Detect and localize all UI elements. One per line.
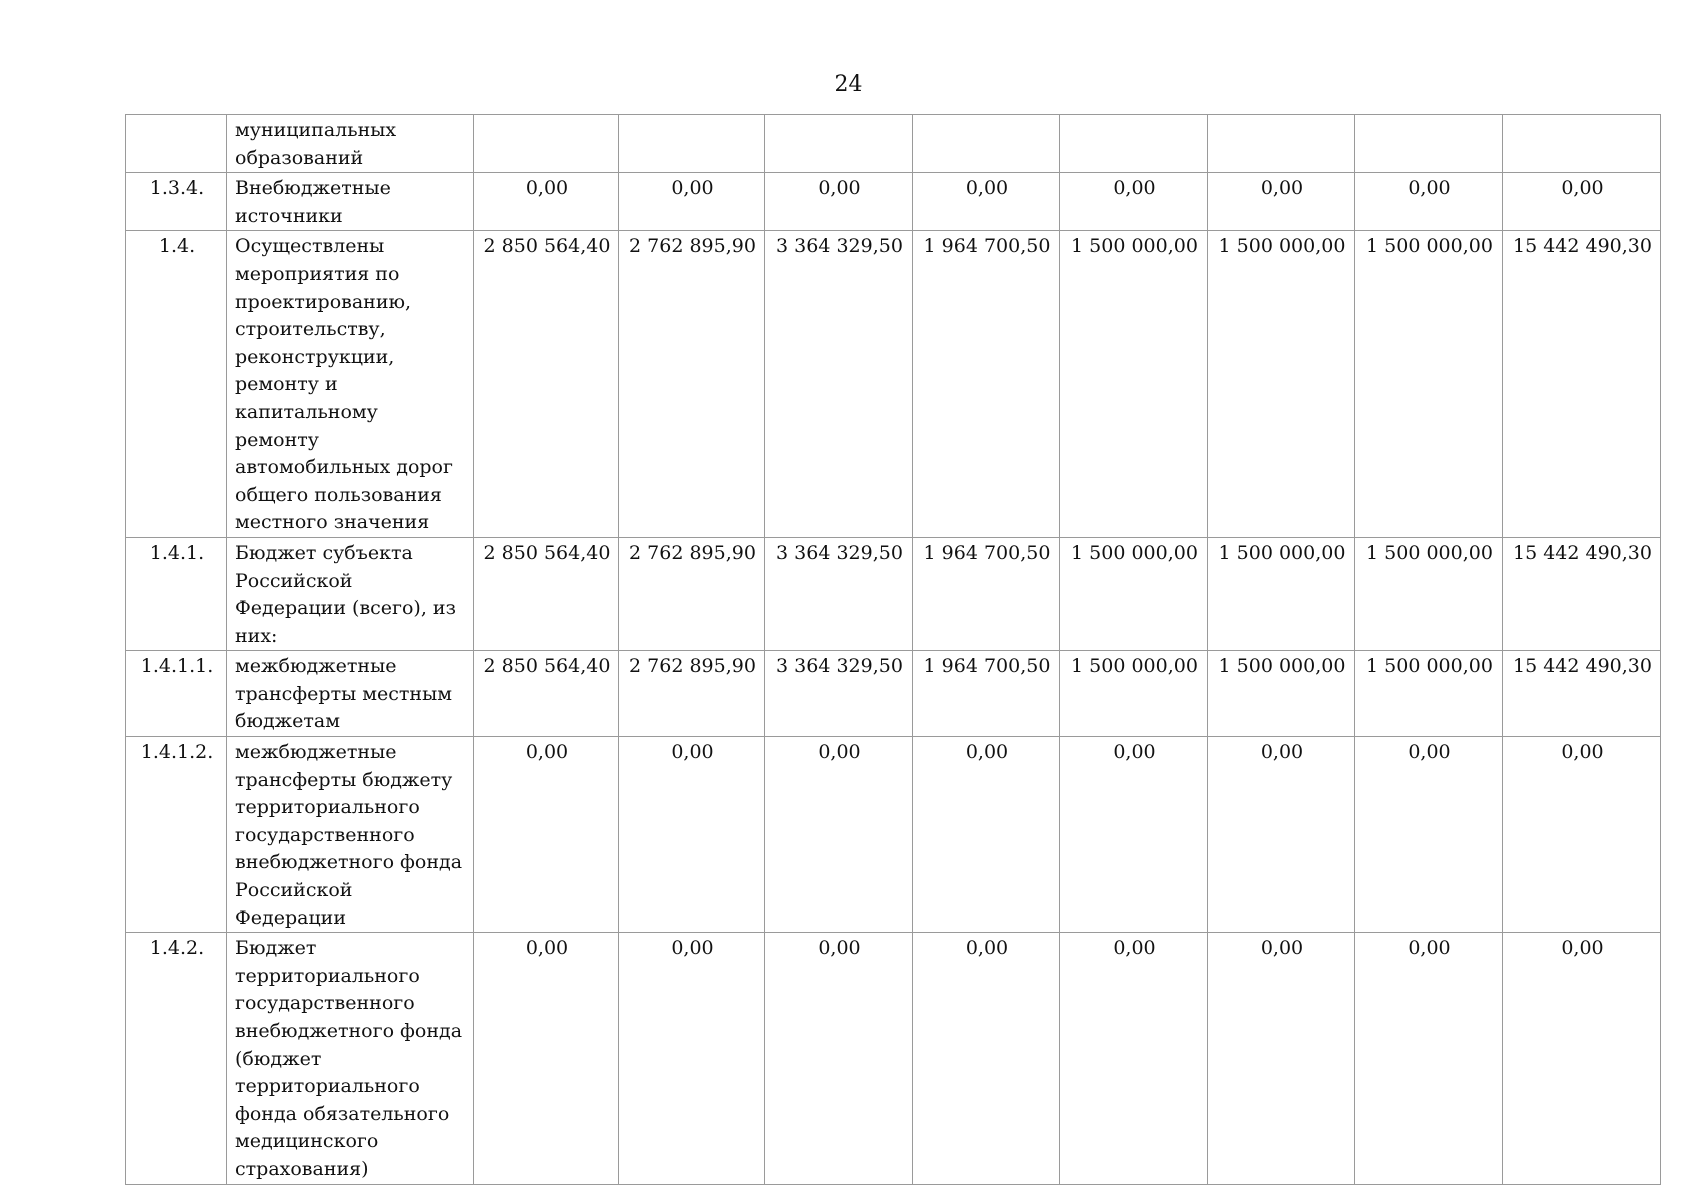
value-cell: 0,00 — [765, 173, 913, 231]
value-cell — [1355, 115, 1503, 173]
value-cell: 15 442 490,30 — [1503, 537, 1661, 650]
value-cell: 0,00 — [913, 173, 1060, 231]
value-cell: 1 500 000,00 — [1355, 231, 1503, 538]
value-cell: 0,00 — [474, 737, 619, 933]
row-label-cell: Бюджет территориального государственного внебюджетного фонда (бюджет территориального фонда обязательного медицинского страхования) — [227, 933, 474, 1184]
table-row — [126, 537, 1661, 650]
row-number-cell — [126, 115, 227, 173]
value-cell: 0,00 — [619, 173, 765, 231]
value-cell: 0,00 — [1060, 737, 1208, 933]
value-cell: 2 850 564,40 — [474, 537, 619, 650]
value-cell: 0,00 — [1503, 173, 1661, 231]
row-number-cell: 1.4.2. — [126, 933, 227, 1184]
table-row — [126, 115, 1661, 173]
value-cell — [619, 115, 765, 173]
value-cell: 1 500 000,00 — [1355, 537, 1503, 650]
value-cell: 1 964 700,50 — [913, 651, 1060, 737]
value-cell — [1060, 115, 1208, 173]
budget-table — [125, 114, 1661, 1185]
value-cell: 3 364 329,50 — [765, 651, 913, 737]
value-cell: 0,00 — [1503, 737, 1661, 933]
row-label-cell: межбюджетные трансферты местным бюджетам — [227, 651, 474, 737]
value-cell: 2 762 895,90 — [619, 651, 765, 737]
value-cell: 0,00 — [913, 737, 1060, 933]
value-cell: 0,00 — [1208, 933, 1355, 1184]
value-cell: 15 442 490,30 — [1503, 231, 1661, 538]
value-cell: 0,00 — [1355, 933, 1503, 1184]
value-cell — [1208, 115, 1355, 173]
value-cell: 1 964 700,50 — [913, 231, 1060, 538]
row-label-cell: межбюджетные трансферты бюджету территориального государственного внебюджетного фонда Российской Федерации — [227, 737, 474, 933]
value-cell: 0,00 — [913, 933, 1060, 1184]
value-cell: 0,00 — [1208, 173, 1355, 231]
page-number: 24 — [834, 72, 863, 97]
value-cell: 2 762 895,90 — [619, 231, 765, 538]
value-cell — [765, 115, 913, 173]
row-label-cell: муниципальных образований — [227, 115, 474, 173]
table-row — [126, 173, 1661, 231]
value-cell: 3 364 329,50 — [765, 537, 913, 650]
value-cell: 2 762 895,90 — [619, 537, 765, 650]
value-cell: 1 500 000,00 — [1208, 537, 1355, 650]
value-cell — [913, 115, 1060, 173]
value-cell: 1 500 000,00 — [1355, 651, 1503, 737]
value-cell — [474, 115, 619, 173]
value-cell: 1 500 000,00 — [1208, 231, 1355, 538]
value-cell — [1503, 115, 1661, 173]
row-number-cell: 1.3.4. — [126, 173, 227, 231]
value-cell: 0,00 — [474, 173, 619, 231]
value-cell: 3 364 329,50 — [765, 231, 913, 538]
value-cell: 0,00 — [619, 737, 765, 933]
value-cell: 0,00 — [1355, 737, 1503, 933]
row-number-cell: 1.4.1.2. — [126, 737, 227, 933]
value-cell: 15 442 490,30 — [1503, 651, 1661, 737]
table-row — [126, 737, 1661, 933]
value-cell: 1 500 000,00 — [1060, 537, 1208, 650]
value-cell: 2 850 564,40 — [474, 651, 619, 737]
value-cell: 1 500 000,00 — [1060, 651, 1208, 737]
row-label-cell: Осуществлены мероприятия по проектированию, строительству, реконструкции, ремонту и капитальному ремонту автомобильных дорог общего пользования местного значения — [227, 231, 474, 538]
value-cell: 0,00 — [619, 933, 765, 1184]
row-number-cell: 1.4.1. — [126, 537, 227, 650]
value-cell: 0,00 — [765, 933, 913, 1184]
row-number-cell: 1.4.1.1. — [126, 651, 227, 737]
row-label-cell: Бюджет субъекта Российской Федерации (всего), из них: — [227, 537, 474, 650]
table-row — [126, 933, 1661, 1184]
value-cell: 1 500 000,00 — [1060, 231, 1208, 538]
value-cell: 0,00 — [1208, 737, 1355, 933]
value-cell: 1 500 000,00 — [1208, 651, 1355, 737]
value-cell: 0,00 — [474, 933, 619, 1184]
value-cell: 1 964 700,50 — [913, 537, 1060, 650]
table-row — [126, 651, 1661, 737]
table-row — [126, 231, 1661, 538]
value-cell: 0,00 — [765, 737, 913, 933]
value-cell: 2 850 564,40 — [474, 231, 619, 538]
value-cell: 0,00 — [1503, 933, 1661, 1184]
row-label-cell: Внебюджетные источники — [227, 173, 474, 231]
value-cell: 0,00 — [1355, 173, 1503, 231]
row-number-cell: 1.4. — [126, 231, 227, 538]
value-cell: 0,00 — [1060, 933, 1208, 1184]
value-cell: 0,00 — [1060, 173, 1208, 231]
